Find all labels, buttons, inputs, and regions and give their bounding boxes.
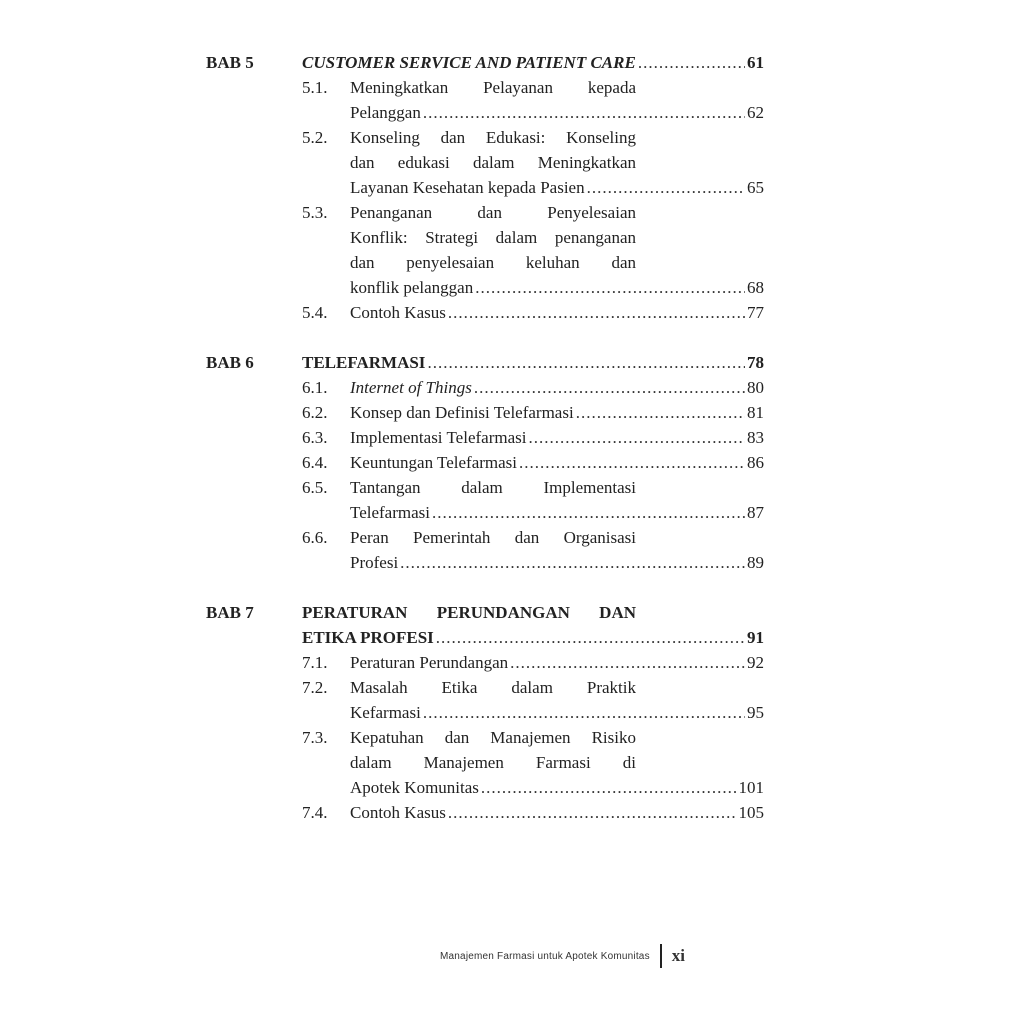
- section-5-2: [302, 125, 764, 200]
- chapter-label: BAB 7: [206, 603, 254, 622]
- section-title-text: Profesi: [350, 553, 399, 572]
- page-number: 81: [747, 403, 764, 422]
- section-title-text: konflik pelanggan: [350, 278, 474, 297]
- page-number: 92: [747, 653, 764, 672]
- section-title-text: Pelanggan: [350, 103, 421, 122]
- dot-leader: [475, 275, 745, 300]
- section-number: 6.6.: [302, 528, 328, 547]
- section-title-text: Internet of Things: [350, 378, 472, 397]
- page-footer: [440, 944, 685, 968]
- page-number: 105: [738, 803, 764, 822]
- section-title-text: Implementasi Telefarmasi: [350, 428, 527, 447]
- dot-leader: [448, 800, 737, 825]
- dot-leader: [576, 400, 745, 425]
- dot-leader: [474, 375, 745, 400]
- section-7-1: [302, 650, 764, 675]
- section-number: 5.3.: [302, 203, 328, 222]
- toc-entry-line: [302, 625, 764, 650]
- section-number: 7.3.: [302, 728, 328, 747]
- page-number: 91: [747, 628, 764, 647]
- dot-leader: [423, 700, 745, 725]
- dot-leader: [510, 650, 745, 675]
- page-number: 87: [747, 503, 764, 522]
- footer-divider: [660, 944, 662, 968]
- section-number: 6.5.: [302, 478, 328, 497]
- chapter-label: BAB 5: [206, 53, 254, 72]
- toc-entry-line: [350, 300, 764, 325]
- toc-entry-line: [350, 450, 764, 475]
- section-number: 7.4.: [302, 803, 328, 822]
- section-title-text: Telefarmasi: [350, 503, 430, 522]
- page-number: 61: [747, 53, 764, 72]
- table-of-contents: [206, 50, 764, 850]
- page-number: 83: [747, 428, 764, 447]
- section-5-3: [302, 200, 764, 300]
- dot-leader: [519, 450, 745, 475]
- toc-entry-line: [350, 375, 764, 400]
- chapter-bab-5: [206, 50, 764, 325]
- section-7-3: [302, 725, 764, 800]
- section-title-line: Konseling dan Edukasi: Konseling: [350, 128, 636, 147]
- chapter-bab-7: [206, 600, 764, 825]
- section-6-6: [302, 525, 764, 575]
- toc-entry-line: [350, 400, 764, 425]
- section-number: 7.2.: [302, 678, 328, 697]
- dot-leader: [432, 500, 745, 525]
- dot-leader: [638, 50, 745, 75]
- page-number: 77: [747, 303, 764, 322]
- chapter-title-line: PERATURAN PERUNDANGAN DAN: [302, 603, 636, 622]
- section-title-text: Konsep dan Definisi Telefarmasi: [350, 403, 574, 422]
- section-6-3: [302, 425, 764, 450]
- dot-leader: [448, 300, 745, 325]
- section-title-line: Tantangan dalam Implementasi: [350, 478, 636, 497]
- page-number: 65: [747, 178, 764, 197]
- section-title-line: Kepatuhan dan Manajemen Risiko: [350, 728, 636, 747]
- dot-leader: [587, 175, 745, 200]
- toc-entry-line: [350, 800, 764, 825]
- section-6-1: [302, 375, 764, 400]
- section-title-text: Apotek Komunitas: [350, 778, 479, 797]
- section-title-line: Peran Pemerintah dan Organisasi: [350, 528, 636, 547]
- section-6-5: [302, 475, 764, 525]
- chapter-bab-6: [206, 350, 764, 575]
- section-title-text: Kefarmasi: [350, 703, 421, 722]
- section-number: 5.1.: [302, 78, 328, 97]
- toc-entry-line: [350, 500, 764, 525]
- section-number: 6.1.: [302, 378, 328, 397]
- section-title-line: Masalah Etika dalam Praktik: [350, 678, 636, 697]
- chapter-title: [302, 350, 764, 375]
- page-number: 80: [747, 378, 764, 397]
- section-title-line: dalam Manajemen Farmasi di: [350, 753, 636, 772]
- toc-entry-line: [350, 775, 764, 800]
- section-title-text: Layanan Kesehatan kepada Pasien: [350, 178, 585, 197]
- page-number: 95: [747, 703, 764, 722]
- dot-leader: [400, 550, 745, 575]
- section-title-line: dan penyelesaian keluhan dan: [350, 253, 636, 272]
- dot-leader: [436, 625, 745, 650]
- section-5-4: [302, 300, 764, 325]
- toc-entry-line: [350, 425, 764, 450]
- page-number: 89: [747, 553, 764, 572]
- footer-page-number: xi: [671, 946, 686, 965]
- section-title-text: Contoh Kasus: [350, 303, 446, 322]
- toc-entry-line: [350, 550, 764, 575]
- toc-entry-line: [302, 50, 764, 75]
- page-number: 78: [747, 353, 764, 372]
- section-number: 6.2.: [302, 403, 328, 422]
- page-number: 101: [738, 778, 764, 797]
- page-number: 86: [747, 453, 764, 472]
- section-title-line: dan edukasi dalam Meningkatkan: [350, 153, 636, 172]
- section-5-1: [302, 75, 764, 125]
- section-number: 7.1.: [302, 653, 328, 672]
- dot-leader: [427, 350, 745, 375]
- chapter-label: BAB 6: [206, 353, 254, 372]
- toc-entry-line: [350, 100, 764, 125]
- chapter-title-text: CUSTOMER SERVICE AND PATIENT CARE: [302, 53, 636, 72]
- section-title-line: Penanganan dan Penyelesaian: [350, 203, 636, 222]
- section-title-text: Peraturan Perundangan: [350, 653, 509, 672]
- section-number: 5.2.: [302, 128, 328, 147]
- section-title-text: Keuntungan Telefarmasi: [350, 453, 518, 472]
- toc-entry-line: [302, 350, 764, 375]
- toc-entry-line: [350, 175, 764, 200]
- chapter-title-text: ETIKA PROFESI: [302, 628, 434, 647]
- section-number: 6.3.: [302, 428, 328, 447]
- footer-book-title: Manajemen Farmasi untuk Apotek Komunitas: [440, 950, 650, 962]
- section-number: 6.4.: [302, 453, 328, 472]
- dot-leader: [481, 775, 737, 800]
- dot-leader: [528, 425, 745, 450]
- dot-leader: [423, 100, 745, 125]
- chapter-title: [302, 50, 764, 75]
- section-title-text: Contoh Kasus: [350, 803, 446, 822]
- section-6-2: [302, 400, 764, 425]
- chapter-title: [302, 600, 764, 650]
- toc-entry-line: [350, 650, 764, 675]
- section-7-4: [302, 800, 764, 825]
- page-number: 62: [747, 103, 764, 122]
- chapter-title-text: TELEFARMASI: [302, 353, 426, 372]
- section-title-line: Meningkatkan Pelayanan kepada: [350, 78, 636, 97]
- section-7-2: [302, 675, 764, 725]
- section-6-4: [302, 450, 764, 475]
- toc-entry-line: [350, 700, 764, 725]
- page-number: 68: [747, 278, 764, 297]
- toc-entry-line: [350, 275, 764, 300]
- section-title-line: Konflik: Strategi dalam penanganan: [350, 228, 636, 247]
- section-number: 5.4.: [302, 303, 328, 322]
